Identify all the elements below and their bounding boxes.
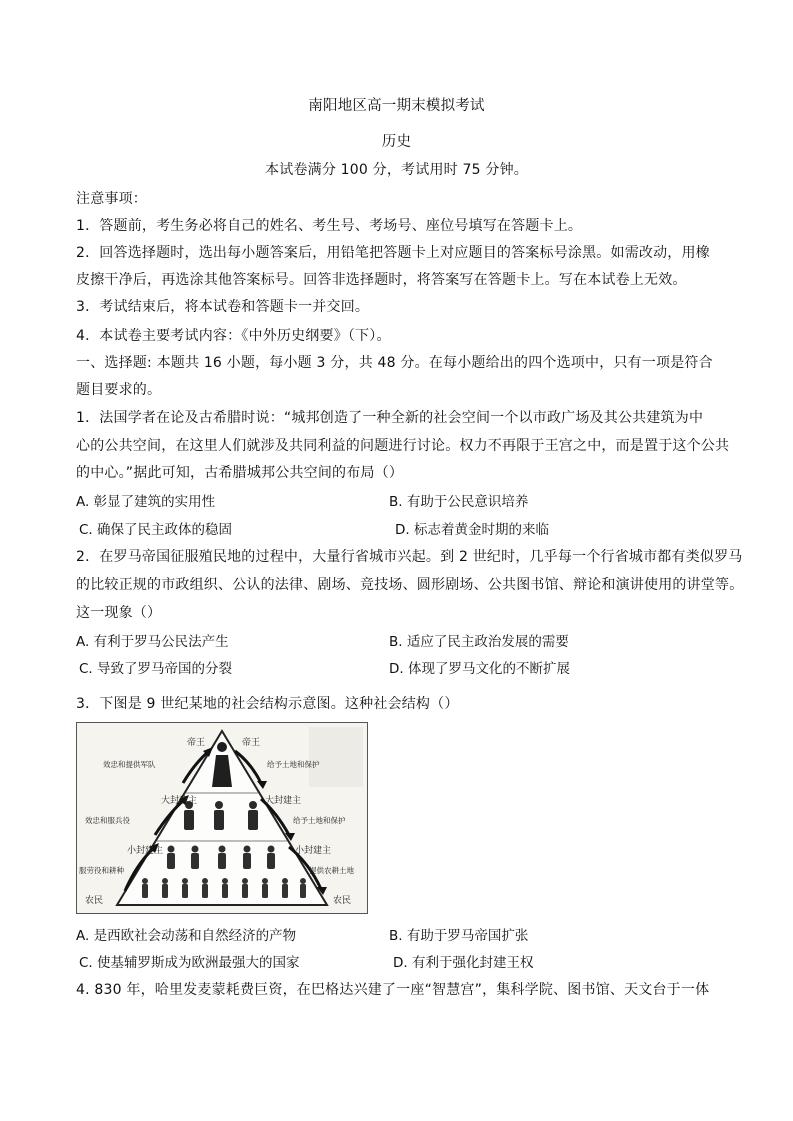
q1-stem-line: 1．法国学者在论及古希腊时说：“城邦创造了一种全新的社会空间一个以市政广场及其公共建筑为中 — [76, 410, 704, 426]
q1-option-a: A. 彰显了建筑的实用性 — [76, 494, 216, 510]
section-heading: 一、选择题: 本题共 16 小题，每小题 3 分，共 48 分。在每小题给出的四个选项中，只有一项是符合 — [76, 355, 713, 371]
label-peasant-right: 农民 — [333, 896, 352, 906]
q3-option-c: C. 使基辅罗斯成为欧洲最强大的国家 — [79, 955, 300, 971]
q4-stem: 4. 830 年，哈里发麦蒙耗费巨资，在巴格达兴建了一座“智慧宫”，集科学院、图书馆、天文台于一体 — [76, 982, 710, 998]
q3-stem: 3．下图是 9 世纪某地的社会结构示意图。这种社会结构（） — [76, 696, 459, 712]
q2-stem-line: 这一现象（） — [76, 605, 162, 621]
q1-stem-line: 的中心。”据此可知，古希腊城邦公共空间的布局（） — [76, 465, 404, 481]
q2-stem-line: 的比较正规的市政组织、公认的法律、剧场、竞技场、圆形剧场、公共图书馆、辩论和演讲使用的讲堂等。 — [76, 577, 744, 593]
notice-item: 3．考试结束后，将本试卷和答题卡一并交回。 — [76, 299, 370, 315]
q1-stem-line: 心的公共空间，在这里人们就涉及共同利益的问题进行讨论。权力不再限于王宫之中，而是置于这个公共 — [76, 438, 730, 454]
q3-option-d: D. 有利于强化封建王权 — [393, 955, 534, 971]
label-arrow-left-2: 效忠和服兵役 — [85, 816, 130, 825]
label-great-lord-left: 大封建主 — [161, 796, 198, 806]
q1-option-b: B. 有助于公民意识培养 — [389, 494, 529, 510]
label-great-lord-right: 大封建主 — [265, 796, 302, 806]
label-minor-lord-left: 小封建主 — [127, 846, 164, 856]
label-arrow-left-3: 服劳役和耕种 — [79, 866, 124, 875]
q2-option-c: C. 导致了罗马帝国的分裂 — [79, 661, 233, 677]
notice-item: 4．本试卷主要考试内容：《中外历史纲要》（下）。 — [76, 328, 391, 344]
notice-item: 皮擦干净后，再选涂其他答案标号。回答非选择题时，将答案写在答题卡上。写在本试卷上无效。 — [76, 272, 687, 288]
label-arrow-right-1: 给予土地和保护 — [267, 760, 320, 769]
label-peasant-left: 农民 — [85, 896, 104, 906]
q2-option-b: B. 适应了民主政治发展的需要 — [389, 634, 569, 650]
q2-stem-line: 2．在罗马帝国征服殖民地的过程中，大量行省城市兴起。到 2 世纪时，几乎每一个行省城市都有类似罗马 — [76, 549, 743, 565]
social-structure-diagram — [77, 723, 367, 913]
notice-item: 1．答题前，考生务必将自己的姓名、考生号、考场号、座位号填写在答题卡上。 — [76, 218, 583, 234]
social-structure-figure — [76, 722, 368, 914]
label-arrow-right-2: 给予土地和保护 — [293, 816, 346, 825]
q3-option-b: B. 有助于罗马帝国扩张 — [389, 928, 529, 944]
exam-info: 本试卷满分 100 分，考试用时 75 分钟。 — [265, 162, 528, 178]
notice-heading: 注意事项： — [76, 191, 147, 207]
subject-title: 历史 — [381, 134, 412, 150]
label-arrow-left-1: 效忠和提供军队 — [103, 760, 156, 769]
q1-option-d: D. 标志着黄金时期的来临 — [395, 522, 549, 538]
label-arrow-right-3: 提供农耕土地 — [309, 866, 354, 875]
label-emperor-right: 帝王 — [242, 738, 261, 748]
q2-option-d: D. 体现了罗马文化的不断扩展 — [389, 661, 570, 677]
q2-option-a: A. 有利于罗马公民法产生 — [76, 634, 229, 650]
exam-title: 南阳地区高一期末模拟考试 — [308, 98, 485, 114]
q1-option-c: C. 确保了民主政体的稳固 — [79, 522, 233, 538]
label-minor-lord-right: 小封建主 — [295, 846, 332, 856]
label-emperor-left: 帝王 — [187, 738, 206, 748]
notice-item: 2．回答选择题时，选出每小题答案后，用铅笔把答题卡上对应题目的答案标号涂黑。如需改动，用橡 — [76, 245, 710, 261]
q3-option-a: A. 是西欧社会动荡和自然经济的产物 — [76, 928, 297, 944]
section-heading-cont: 题目要求的。 — [76, 382, 162, 398]
